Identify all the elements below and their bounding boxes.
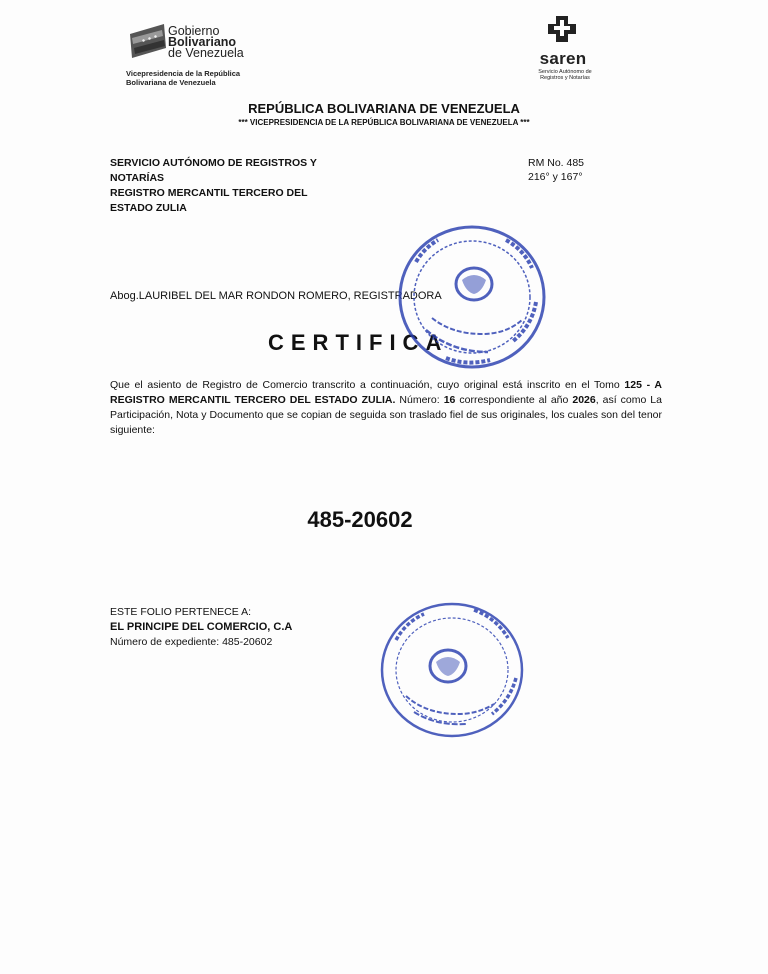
gobierno-title bbox=[168, 26, 244, 59]
company-name: EL PRINCIPE DEL COMERCIO, C.A bbox=[110, 621, 293, 633]
certification-paragraph bbox=[110, 378, 662, 438]
office-line1: SERVICIO AUTÓNOMO DE REGISTROS Y bbox=[110, 157, 317, 169]
office-line4: ESTADO ZULIA bbox=[110, 202, 187, 214]
body-text-3: correspondiente al año bbox=[455, 394, 573, 406]
body-text-2: Número: bbox=[395, 394, 444, 406]
saren-caption-line2: Registros y Notarías bbox=[540, 75, 590, 81]
flag-icon bbox=[128, 20, 168, 60]
saren-caption bbox=[532, 69, 598, 81]
expediente-label: Número de expediente: bbox=[110, 636, 223, 648]
expediente-number: 485-20602 bbox=[222, 636, 273, 648]
gobierno-line2: Bolivariano bbox=[168, 35, 237, 49]
body-text-1: Que el asiento de Registro de Comercio transcrito a continuación, cuyo original está inscrito en el Tomo bbox=[110, 379, 625, 391]
document-subtitle: *** VICEPRESIDENCIA DE LA REPÚBLICA BOLIVARIANA DE VENEZUELA *** bbox=[238, 118, 530, 127]
gobierno-logo bbox=[124, 14, 264, 90]
folio-info bbox=[110, 605, 292, 650]
saren-mark-icon bbox=[542, 14, 582, 48]
vicepresidencia-line1: Vicepresidencia de la República bbox=[126, 69, 241, 78]
document-title: REPÚBLICA BOLIVARIANA DE VENEZUELA bbox=[248, 101, 520, 116]
certifica-heading: CERTIFICA bbox=[268, 330, 449, 355]
gobierno-line3: de Venezuela bbox=[168, 46, 244, 60]
registrar-name: Abog.LAURIBEL DEL MAR RONDON ROMERO, REGISTRADORA bbox=[110, 290, 442, 302]
anio-value: 2026 bbox=[572, 394, 596, 406]
registry-seal-stamp-2 bbox=[378, 600, 526, 740]
tomo-value: 125 - A REGISTRO MERCANTIL TERCERO DEL ESTADO ZULIA. bbox=[110, 379, 662, 406]
folio-label: ESTE FOLIO PERTENECE A: bbox=[110, 606, 252, 618]
numero-value: 16 bbox=[443, 394, 456, 406]
office-line3: REGISTRO MERCANTIL TERCERO DEL bbox=[110, 187, 308, 199]
rm-coords: 216° y 167° bbox=[528, 171, 583, 183]
saren-logo bbox=[530, 14, 600, 90]
vicepresidencia-line2: Bolivariana de Venezuela bbox=[126, 78, 216, 87]
registry-seal-stamp-1 bbox=[396, 222, 548, 372]
expediente-line bbox=[110, 635, 292, 650]
office-name bbox=[110, 156, 350, 216]
gobierno-line1: Gobierno bbox=[168, 24, 220, 38]
rm-info bbox=[528, 156, 584, 184]
saren-name: saren bbox=[539, 49, 587, 68]
office-line2: NOTARÍAS bbox=[110, 172, 165, 184]
registry-number: 485-20602 bbox=[307, 507, 413, 532]
saren-caption-line1: Servicio Autónomo de bbox=[538, 69, 592, 75]
body-text-4: , así como La Participación, Nota y Documento que se copian de seguida son traslado fiel de sus originales, los cuales son del tenor siguiente: bbox=[110, 394, 662, 436]
rm-number: RM No. 485 bbox=[528, 157, 585, 169]
vicepresidencia-caption bbox=[126, 69, 266, 87]
